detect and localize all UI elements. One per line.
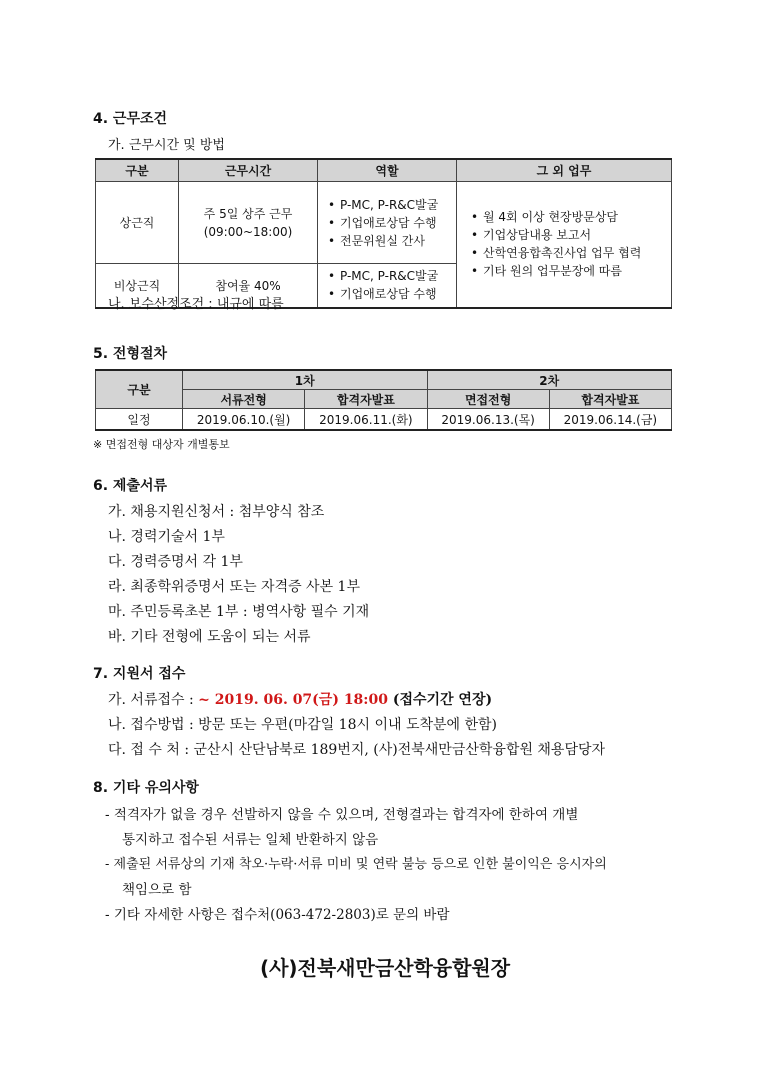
date-cell: 2019.06.14.(금) xyxy=(549,409,671,431)
header-pass-announcement: 합격자발표 xyxy=(305,390,427,409)
row-label: 일정 xyxy=(96,409,183,431)
row-hours: 참여율 40% xyxy=(179,264,318,308)
role-item: • 전문위원실 간사 xyxy=(328,232,456,250)
role-item: • P-MC, P-R&C발굴 xyxy=(328,267,456,285)
header-hours: 근무시간 xyxy=(179,159,318,182)
notice-line: 통지하고 접수된 서류는 일체 반환하지 않음 xyxy=(122,832,379,848)
role-item: • 기업애로상담 수행 xyxy=(328,285,456,303)
extension-note: (접수기간 연장) xyxy=(387,692,493,708)
work-conditions-table xyxy=(95,158,672,309)
notice-line: 책임으로 함 xyxy=(122,882,192,898)
role-item: • P-MC, P-R&C발굴 xyxy=(328,196,456,214)
hours-line: (09:00~18:00) xyxy=(203,224,293,239)
row-type: 상근직 xyxy=(96,182,179,264)
row-hours xyxy=(179,182,318,264)
deadline: ~ 2019. 06. 07(금) 18:00 xyxy=(198,692,388,708)
role-item: • 기업애로상담 수행 xyxy=(328,214,456,232)
interview-note: ※ 면접전형 대상자 개별통보 xyxy=(93,438,230,451)
duty-item: • 월 4회 이상 현장방문상담 xyxy=(471,208,671,226)
notice-line: - 기타 자세한 사항은 접수처(063-472-2803)로 문의 바람 xyxy=(105,907,450,923)
notice-line: - 적격자가 없을 경우 선발하지 않을 수 있으며, 전형결과는 합격자에 한하여 개별 xyxy=(105,807,579,823)
duty-item: • 산학연융합촉진사업 업무 협력 xyxy=(471,244,671,262)
date-cell: 2019.06.13.(목) xyxy=(427,409,549,431)
document-item: 다. 경력증명서 각 1부 xyxy=(108,554,243,570)
selection-process-table xyxy=(95,369,672,431)
section-7-title: 7. 지원서 접수 xyxy=(93,666,186,682)
table-row xyxy=(96,182,672,264)
header-interview: 면접전형 xyxy=(427,390,549,409)
period-label: 가. 서류접수 : xyxy=(108,692,199,708)
duty-item: • 기업상담내용 보고서 xyxy=(471,226,671,244)
row-roles xyxy=(318,264,457,308)
application-period xyxy=(108,689,492,709)
notice-line: - 제출된 서류상의 기재 착오·누락·서류 미비 및 연락 불능 등으로 인한 불이익은 응시자의 xyxy=(105,857,607,872)
header-document-screening: 서류전형 xyxy=(183,390,305,409)
header-final-announcement: 합격자발표 xyxy=(549,390,671,409)
other-duties-cell xyxy=(457,182,672,308)
section-5-title: 5. 전형절차 xyxy=(93,346,168,362)
table-row xyxy=(96,409,672,431)
section-8-title: 8. 기타 유의사항 xyxy=(93,780,199,796)
row-roles xyxy=(318,182,457,264)
duty-item: • 기타 원의 업무분장에 따름 xyxy=(471,262,671,280)
application-method: 나. 접수방법 : 방문 또는 우편(마감일 18시 이내 도착분에 한함) xyxy=(108,717,498,733)
document-item: 라. 최종학위증명서 또는 자격증 사본 1부 xyxy=(108,579,360,595)
header-role: 역할 xyxy=(318,159,457,182)
header-other-duties: 그 외 업무 xyxy=(457,159,672,182)
row-type: 비상근직 xyxy=(96,264,179,308)
signature: (사)전북새만금산학융합원장 xyxy=(259,956,511,980)
salary-condition: 나. 보수산정조건 : 내규에 따름 xyxy=(108,297,284,312)
document-item: 바. 기타 전형에 도움이 되는 서류 xyxy=(108,629,311,645)
header-type: 구분 xyxy=(96,159,179,182)
section-4-title: 4. 근무조건 xyxy=(93,111,168,127)
date-cell: 2019.06.10.(월) xyxy=(183,409,305,431)
header-type: 구분 xyxy=(96,370,183,409)
header-stage-2: 2차 xyxy=(427,370,672,390)
header-stage-1: 1차 xyxy=(183,370,428,390)
date-cell: 2019.06.11.(화) xyxy=(305,409,427,431)
work-hours-subtitle: 가. 근무시간 및 방법 xyxy=(108,138,225,153)
application-address: 다. 접 수 처 : 군산시 산단남북로 189번지, (사)전북새만금산학융합원 채용담당자 xyxy=(108,742,606,758)
document-item: 나. 경력기술서 1부 xyxy=(108,529,225,545)
section-6-title: 6. 제출서류 xyxy=(93,478,168,494)
hours-line: 주 5일 상주 근무 xyxy=(203,206,293,221)
document-item: 가. 채용지원신청서 : 첨부양식 참조 xyxy=(108,504,325,520)
document-item: 마. 주민등록초본 1부 : 병역사항 필수 기재 xyxy=(108,604,370,620)
